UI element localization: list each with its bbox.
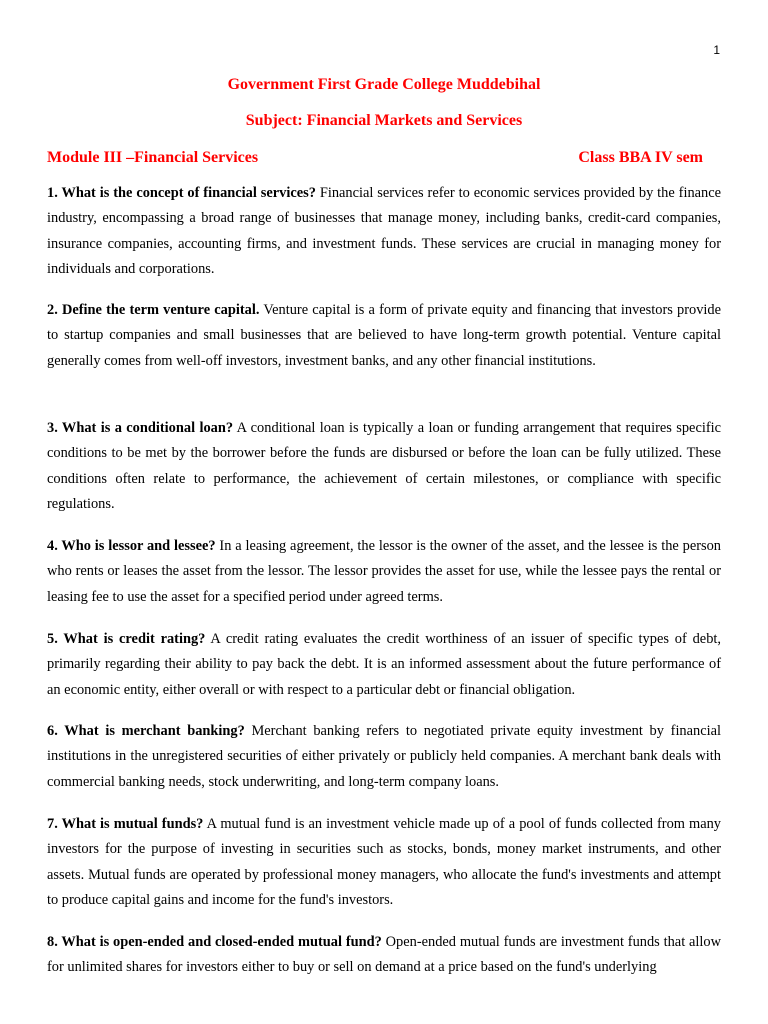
answer-5: A credit rating evaluates the credit worthiness of an issuer of specific types of debt, primarily regarding their ability to pay back the debt. It is an informed assessment about the future performance of an economic entity, either overall or with respect to a particular debt or financial obligation. <box>47 631 721 698</box>
module-title: Module III –Financial Services <box>47 149 259 166</box>
qa-item-8 <box>47 930 721 981</box>
answer-2: Venture capital is a form of private equity and financing that investors provide to startup companies and small businesses that are believed to have long-term growth potential. Venture capital generally comes from well-off investors, investment banks, and any other financial institutions. <box>47 302 721 369</box>
question-6: 6. What is merchant banking? <box>47 723 245 739</box>
question-4: 4. Who is lessor and lessee? <box>47 538 216 554</box>
answer-4: In a leasing agreement, the lessor is the owner of the asset, and the lessee is the person who rents or leases the asset from the lessor. The lessor provides the asset for use, while the lessee pays the rental or leasing fee to use the asset for a specified period under agreed terms. <box>47 538 721 605</box>
class-info: Class BBA IV sem <box>578 149 703 166</box>
qa-item-2 <box>47 298 721 374</box>
answer-8: Open-ended mutual funds are investment funds that allow for unlimited shares for investors either to buy or sell on demand at a price based on the fund's underlying <box>47 934 721 976</box>
question-8: 8. What is open-ended and closed-ended mutual fund? <box>47 934 382 950</box>
qa-item-3 <box>47 416 721 517</box>
answer-7: A mutual fund is an investment vehicle made up of a pool of funds collected from many investors for the purpose of investing in securities such as stocks, bonds, money market instruments, and other assets. Mutual funds are operated by professional money managers, who allocate the fund's investments and attempt to produce capital gains and income for the fund's investors. <box>47 816 722 908</box>
answer-6: Merchant banking refers to negotiated private equity investment by financial institutions in the unregistered securities of either privately or publicly held companies. A merchant bank deals with commercial banking needs, stock underwriting, and long-term company loans. <box>47 723 721 790</box>
answer-3: A conditional loan is typically a loan or funding arrangement that requires specific conditions to be met by the borrower before the funds are disbursed or before the loan can be fully utilized. These conditions often relate to performance, the achievement of certain milestones, or compliance with specific regulations. <box>47 420 722 512</box>
question-1: 1. What is the concept of financial services? <box>47 185 316 201</box>
qa-item-6 <box>47 719 721 795</box>
page-number: 1 <box>713 43 720 57</box>
qa-item-1 <box>47 181 721 282</box>
subject-title: Subject: Financial Markets and Services <box>245 112 523 129</box>
qa-item-5 <box>47 627 721 703</box>
question-7: 7. What is mutual funds? <box>47 816 204 832</box>
question-3: 3. What is a conditional loan? <box>47 420 234 436</box>
question-2: 2. Define the term venture capital. <box>47 302 260 318</box>
qa-item-7 <box>47 812 721 913</box>
question-5: 5. What is credit rating? <box>47 631 206 647</box>
qa-item-4 <box>47 534 721 610</box>
module-row <box>47 149 703 171</box>
answer-1: Financial services refer to economic services provided by the finance industry, encompassing a broad range of businesses that manage money, including banks, credit-card companies, insurance companies, accounting firms, and investment funds. These services are crucial in managing money for individuals and corporations. <box>47 185 722 277</box>
college-title: Government First Grade College Muddebihal <box>227 76 541 93</box>
